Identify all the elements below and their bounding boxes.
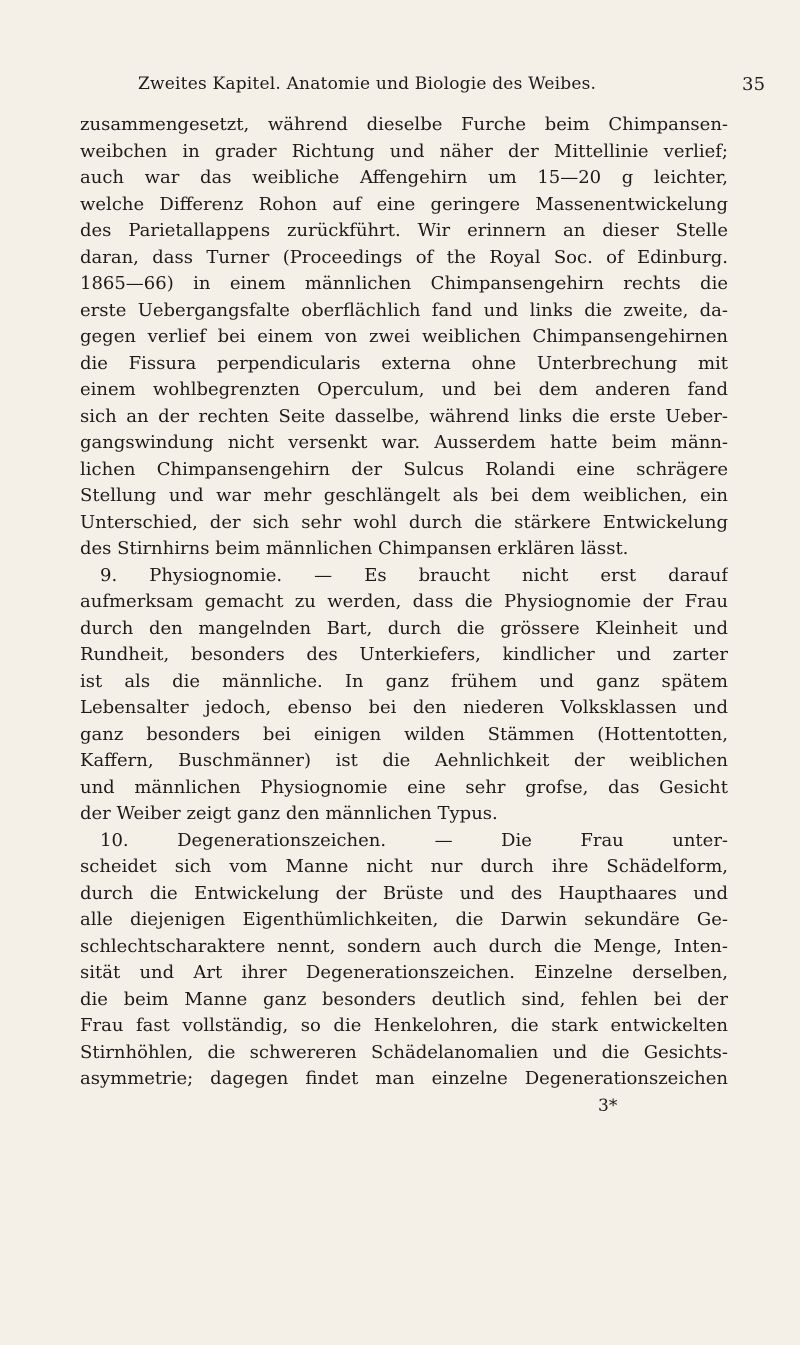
- page-number: 35: [742, 74, 766, 95]
- text-line: Unterschied, der sich sehr wohl durch die stärkere Entwickelung: [80, 511, 728, 533]
- text-line: auch war das weibliche Affengehirn um 15—20 g leichter,: [80, 167, 728, 188]
- text-line: erste Uebergangsfalte oberflächlich fand und links die zweite, da-: [80, 299, 728, 321]
- text-line: aufmerksam gemacht zu werden, dass die Physiognomie der Frau: [80, 591, 728, 612]
- text-line: welche Differenz Rohon auf eine geringere Massenentwickelung: [80, 193, 728, 215]
- section-heading-physiognomie: 9. Physiognomie. — Es braucht nicht erst darauf: [100, 564, 728, 586]
- text-line: schlechtscharaktere nennt, sondern auch durch die Menge, Inten-: [80, 935, 728, 957]
- text-line: zusammengesetzt, während dieselbe Furche beim Chimpansen-: [80, 114, 728, 135]
- text-line: einem wohlbegrenzten Operculum, und bei dem anderen fand: [80, 379, 728, 400]
- text-line: der Weiber zeigt ganz den männlichen Typus.: [80, 803, 498, 824]
- body-text: [80, 112, 728, 1119]
- text-line: Lebensalter jedoch, ebenso bei den niederen Volksklassen und: [80, 697, 728, 718]
- signature-mark: 3*: [598, 1095, 618, 1116]
- text-line: durch den mangelnden Bart, durch die grössere Kleinheit und: [80, 617, 728, 639]
- text-line: scheidet sich vom Manne nicht nur durch ihre Schädelform,: [80, 856, 728, 877]
- text-line: durch die Entwickelung der Brüste und des Haupthaares und: [80, 882, 728, 904]
- text-line: sich an der rechten Seite dasselbe, während links die erste Ueber-: [80, 405, 728, 427]
- text-line: sität und Art ihrer Degenerationszeichen. Einzelne derselben,: [80, 962, 728, 983]
- running-title: Zweites Kapitel. Anatomie und Biologie des Weibes.: [138, 74, 597, 94]
- text-line: und männlichen Physiognomie eine sehr grofse, das Gesicht: [80, 776, 728, 798]
- text-line: Rundheit, besonders des Unterkiefers, kindlicher und zarter: [80, 644, 728, 665]
- text-line: gangswindung nicht versenkt war. Ausserdem hatte beim männ-: [80, 432, 728, 453]
- section-heading-degenerationszeichen: 10. Degenerationszeichen. — Die Frau unter-: [100, 829, 728, 851]
- text-line: Kaffern, Buschmänner) ist die Aehnlichkeit der weiblichen: [80, 750, 728, 771]
- text-line: alle diejenigen Eigenthümlichkeiten, die Darwin sekundäre Ge-: [80, 909, 728, 930]
- text-line: asymmetrie; dagegen findet man einzelne Degenerationszeichen: [80, 1068, 728, 1089]
- text-line: lichen Chimpansengehirn der Sulcus Rolandi eine schrägere: [80, 458, 728, 480]
- text-line: des Parietallappens zurückführt. Wir erinnern an dieser Stelle: [80, 220, 728, 241]
- text-line: ganz besonders bei einigen wilden Stämmen (Hottentotten,: [80, 723, 728, 745]
- text-line: Stirnhöhlen, die schwereren Schädelanomalien und die Gesichts-: [80, 1041, 728, 1063]
- text-line: daran, dass Turner (Proceedings of the Royal Soc. of Edinburg.: [80, 246, 728, 268]
- text-line: Stellung und war mehr geschlängelt als bei dem weiblichen, ein: [80, 485, 728, 506]
- text-line: Frau fast vollständig, so die Henkelohren, die stark entwickelten: [80, 1015, 728, 1036]
- text-line: des Stirnhirns beim männlichen Chimpansen erklären lässt.: [80, 538, 629, 559]
- text-line: die Fissura perpendicularis externa ohne Unterbrechung mit: [80, 352, 728, 374]
- text-line: 1865—66) in einem männlichen Chimpansengehirn rechts die: [80, 273, 728, 294]
- text-line: gegen verlief bei einem von zwei weiblichen Chimpansengehirnen: [80, 326, 728, 347]
- text-line: die beim Manne ganz besonders deutlich sind, fehlen bei der: [80, 988, 728, 1010]
- running-head: [138, 74, 766, 95]
- text-line: weibchen in grader Richtung und näher der Mittellinie verlief;: [80, 140, 728, 162]
- text-line: ist als die männliche. In ganz frühem und ganz spätem: [80, 670, 728, 692]
